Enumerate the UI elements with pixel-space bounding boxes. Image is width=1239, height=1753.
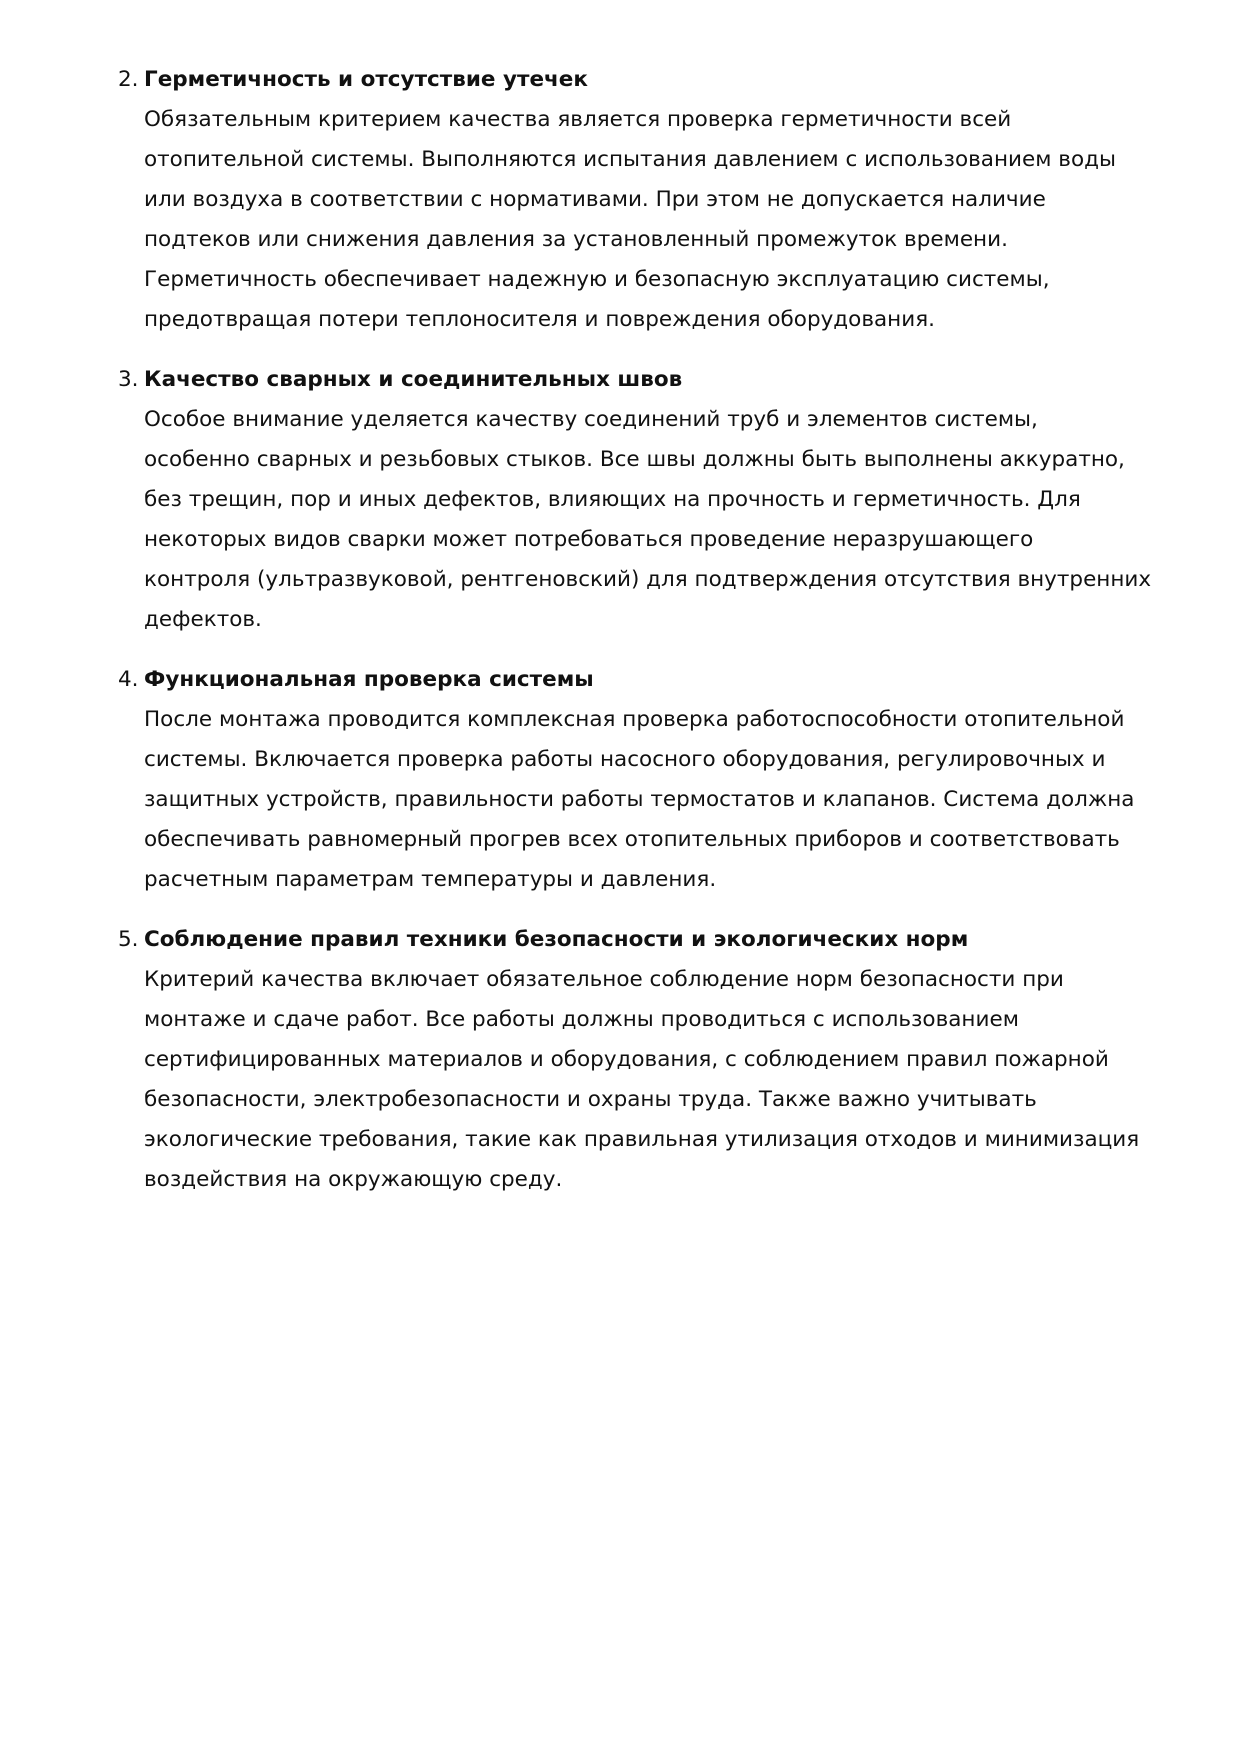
item-text-line: сертифицированных материалов и оборудования, с соблюдением правил пожарной [144,1047,1109,1072]
item-text-line: особенно сварных и резьбовых стыков. Все швы должны быть выполнены аккуратно, [144,447,1125,472]
item-text-line: Герметичность обеспечивает надежную и безопасную эксплуатацию системы, [144,267,1050,292]
item-text-line: контроля (ультразвуковой, рентгеновский) для подтверждения отсутствия внутренних [144,567,1152,592]
item-text-line: подтеков или снижения давления за установленный промежуток времени. [144,227,1008,252]
item-text-line: Особое внимание уделяется качеству соединений труб и элементов системы, [144,407,1038,432]
item-text-line: некоторых видов сварки может потребоваться проведение неразрушающего [144,527,1034,552]
item-text-line: После монтажа проводится комплексная проверка работоспособности отопительной [144,707,1125,732]
item-text-line: воздействия на окружающую среду. [144,1167,563,1192]
item-text-line: Обязательным критерием качества является проверка герметичности всей [144,107,1012,132]
item-text-line: безопасности, электробезопасности и охраны труда. Также важно учитывать [144,1087,1037,1112]
list-item [118,660,1148,900]
item-text-line: монтаже и сдаче работ. Все работы должны проводиться с использованием [144,1007,1019,1032]
item-text-line: без трещин, пор и иных дефектов, влияющих на прочность и герметичность. Для [144,487,1081,512]
item-title: Качество сварных и соединительных швов [144,367,683,392]
item-text-line: экологические требования, такие как правильная утилизация отходов и минимизация [144,1127,1140,1152]
item-number: 2. [118,67,139,92]
item-text-line: или воздуха в соответствии с нормативами. При этом не допускается наличие [144,187,1046,212]
item-number: 4. [118,667,139,692]
item-text-line: Критерий качества включает обязательное соблюдение норм безопасности при [144,967,1064,992]
item-text-line: дефектов. [144,607,262,632]
item-text-line: защитных устройств, правильности работы термостатов и клапанов. Система должна [144,787,1135,812]
item-text-line: обеспечивать равномерный прогрев всех отопительных приборов и соответствовать [144,827,1120,852]
item-number: 3. [118,367,139,392]
item-text-line: отопительной системы. Выполняются испытания давлением с использованием воды [144,147,1116,172]
item-text-line: предотвращая потери теплоносителя и повреждения оборудования. [144,307,935,332]
list-item [118,360,1152,640]
item-title: Соблюдение правил техники безопасности и экологических норм [144,927,969,952]
item-text-line: системы. Включается проверка работы насосного оборудования, регулировочных и [144,747,1106,772]
item-text-line: расчетным параметрам температуры и давления. [144,867,717,892]
item-number: 5. [118,927,139,952]
list-item [118,60,1148,340]
criteria-list [118,60,1152,1220]
list-item [118,920,1148,1200]
item-title: Функциональная проверка системы [144,667,594,692]
item-title: Герметичность и отсутствие утечек [144,67,588,92]
